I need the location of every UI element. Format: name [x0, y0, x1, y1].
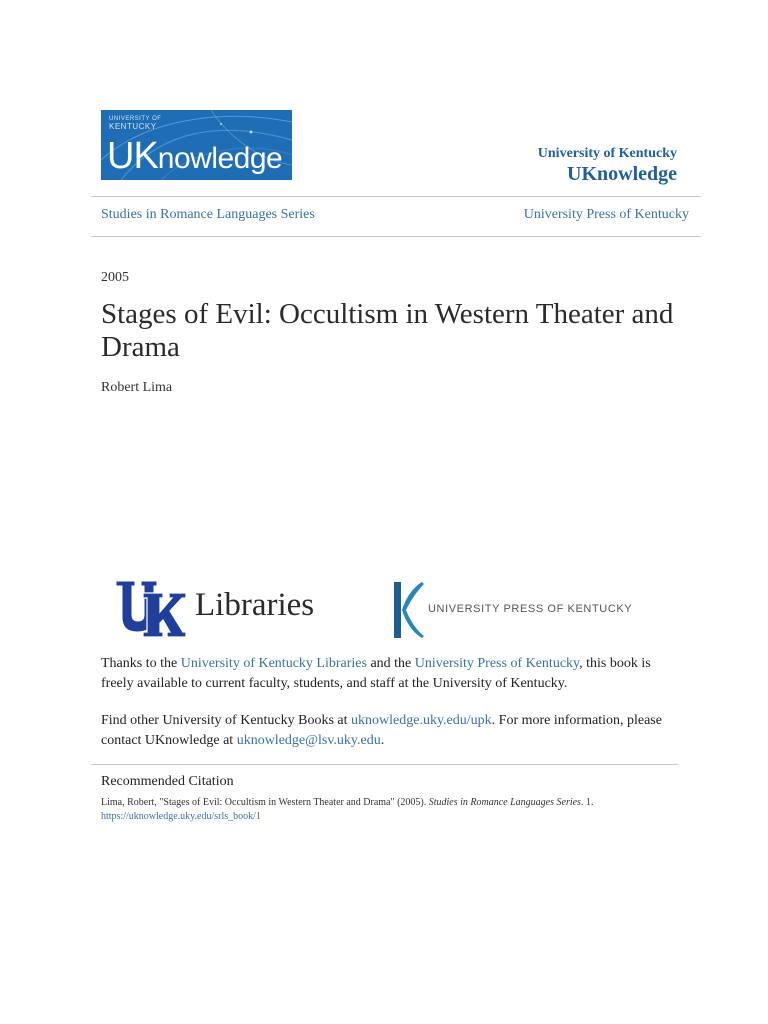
logo-uk: UK	[107, 135, 158, 177]
libraries-wordmark: Libraries	[195, 587, 315, 623]
uknowledge-email-link[interactable]: uknowledge@lsv.uky.edu	[236, 733, 381, 748]
find-middle: . For more information, please contact UKnowledge at	[101, 713, 662, 748]
citation-text	[101, 796, 691, 824]
citation-url-link[interactable]: https://uknowledge.uky.edu/srls_book/1	[101, 811, 261, 822]
upk-link[interactable]: University Press of Kentucky	[414, 656, 580, 671]
uk-block-letters-icon	[115, 579, 187, 639]
upk-books-link[interactable]: uknowledge.uky.edu/upk	[351, 713, 492, 728]
upk-logo[interactable]	[392, 580, 642, 640]
divider-top	[91, 196, 701, 197]
find-suffix: .	[380, 733, 385, 748]
header-university-name: University of Kentucky	[537, 146, 677, 161]
uk-libraries-link[interactable]: University of Kentucky Libraries	[180, 656, 367, 671]
upk-wordmark: UNIVERSITY PRESS OF KENTUCKY	[428, 603, 633, 615]
recommended-citation-heading: Recommended Citation	[101, 774, 234, 789]
document-title: Stages of Evil: Occultism in Western Theater and Drama	[101, 298, 674, 363]
series-link[interactable]: Studies in Romance Languages Series	[101, 207, 315, 222]
find-paragraph	[101, 711, 681, 751]
thanks-suffix: , this book is freely available to current faculty, students, and staff at the University of Kentucky.	[101, 656, 651, 691]
uknowledge-logo[interactable]	[101, 110, 292, 180]
logo-university-of: UNIVERSITY OF	[109, 116, 162, 122]
divider-nav	[91, 236, 701, 237]
divider-citation	[91, 764, 678, 765]
logo-kentucky: KENTUCKY	[109, 122, 157, 131]
citation-prefix: Lima, Robert, "Stages of Evil: Occultism in Western Theater and Drama" (2005).	[101, 797, 429, 808]
thanks-middle: and the	[366, 656, 415, 671]
document-author: Robert Lima	[101, 380, 173, 395]
logo-small-text	[109, 116, 161, 130]
citation-suffix: . 1.	[580, 797, 594, 808]
upk-k-icon	[392, 580, 426, 640]
header-right-brand[interactable]	[538, 146, 677, 186]
thanks-prefix: Thanks to the	[101, 656, 181, 671]
uk-libraries-logo[interactable]	[115, 579, 335, 639]
citation-series: Studies in Romance Languages Series	[428, 797, 581, 808]
logo-wordmark	[107, 136, 282, 180]
publication-year: 2005	[101, 270, 129, 285]
logo-nowledge: nowledge	[157, 142, 283, 175]
header-uknowledge-name: UKnowledge	[567, 163, 677, 185]
press-link[interactable]: University Press of Kentucky	[523, 207, 689, 222]
find-prefix: Find other University of Kentucky Books at	[101, 713, 352, 728]
thanks-paragraph	[101, 654, 681, 694]
